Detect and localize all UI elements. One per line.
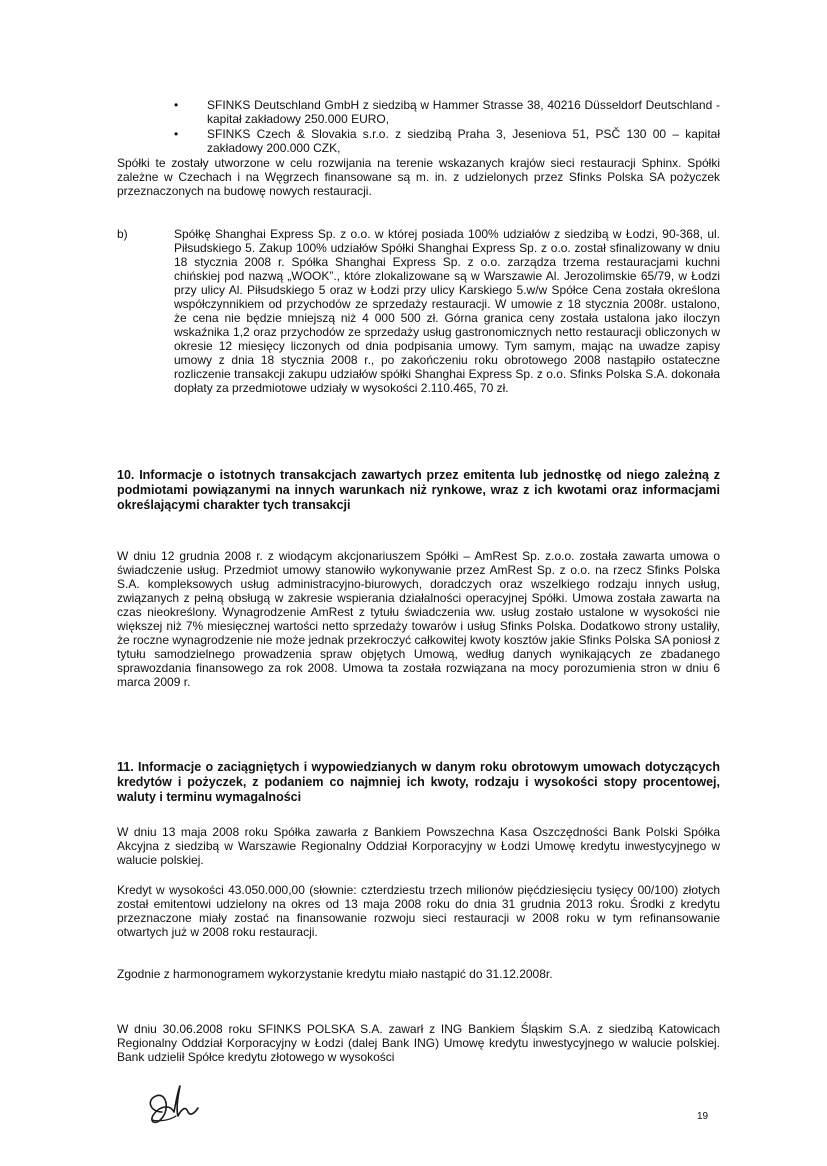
section-11-paragraph-3: Zgodnie z harmonogramem wykorzystanie kredytu miało nastąpić do 31.12.2008r. bbox=[117, 967, 553, 981]
section-11-paragraph-4: W dniu 30.06.2008 roku SFINKS POLSKA S.A. zawarł z ING Bankiem Śląskim S.A. z siedzibą Katowicach Regionalny Oddział Korporacyjny w Łodzi (dalej Bank ING) Umowę kredytu inwestycyjnego w walucie polskiej. Bank udzielił Spółce kredytu złotowego w wysokości bbox=[117, 1022, 720, 1064]
subsidiary-list bbox=[160, 98, 720, 156]
item-b-text: Spółkę Shanghai Express Sp. z o.o. w której posiada 100% udziałów z siedzibą w Łodzi, 90-368, ul. Piłsudskiego 5. Zakup 100% udziałów Spółki Shanghai Express Sp. z o.o. został sfinalizowany w dniu 18 stycznia 2008 r. Spółka Shanghai Express Sp. z o.o. zarządza trzema restauracjami kuchni chińskiej pod nazwą „WOOK”., które zlokalizowane są w Warszawie Al. Jerozolimskie 65/79, w Łodzi przy ulicy Al. Piłsudskiego 5 oraz w Łodzi przy ulicy Karskiego 5.w/w Spółce Cena została określona współczynnikiem od przychodów ze sprzedaży restauracji. W umowie z 18 stycznia 2008r. ustalono, że cena nie będzie mniejszą niż 4 000 500 zł. Górna granica ceny została ustalona jako iloczyn wskaźnika 1,2 oraz przychodów ze sprzedaży usług gastronomicznych netto restauracji obliczonych w okresie 12 miesięcy liczonych od dnia podpisania umowy. Tym samym, mając na uwadze zapisy umowy z dnia 18 stycznia 2008 r., po zakończeniu roku obrotowego 2008 nastąpiło ostateczne rozliczenie transakcji zakupu udziałów spółki Shanghai Express Sp. z o.o. Sfinks Polska S.A. dokonała dopłaty za przedmiotowe udziały w wysokości 2.110.465, 70 zł. bbox=[174, 227, 720, 395]
section-11-paragraph-1: W dniu 13 maja 2008 roku Spółka zawarła z Bankiem Powszechna Kasa Oszczędności Bank Polski Spółka Akcyjna z siedzibą w Warszawie Regionalny Oddział Korporacyjny w Łodzi Umowę kredytu inwestycyjnego w walucie polskiej. bbox=[117, 825, 720, 867]
item-b bbox=[117, 227, 720, 395]
subsidiaries-paragraph: Spółki te zostały utworzone w celu rozwijania na terenie wskazanych krajów sieci restauracji Sphinx. Spółki zależne w Czechach i na Węgrzech finansowane są m. in. z udzielonych przez Sfinks Polska SA pożyczek przeznaczonych na budowę nowych restauracji. bbox=[117, 156, 720, 198]
list-item-text: SFINKS Deutschland GmbH z siedzibą w Hammer Strasse 38, 40216 Düsseldorf Deutschland - kapitał zakładowy 250.000 EURO, bbox=[207, 98, 720, 126]
section-11-heading: 11. Informacje o zaciągniętych i wypowiedzianych w danym roku obrotowym umowach dotyczących kredytów i pożyczek, z podaniem co najmniej ich kwoty, rodzaju i wysokości stopy procentowej, waluty i terminu wymagalności bbox=[117, 760, 720, 804]
list-item bbox=[160, 127, 720, 155]
section-10-paragraph: W dniu 12 grudnia 2008 r. z wiodącym akcjonariuszem Spółki – AmRest Sp. z.o.o. została zawarta umowa o świadczenie usług. Przedmiot umowy stanowiło wykonywanie przez AmRest Sp. z o.o. na rzecz Sfinks Polska S.A. kompleksowych usług administracyjno-biurowych, doradczych oraz wszelkiego rodzaju innych usług, związanych z pełną obsługą w zakresie wspierania działalności operacyjnej Spółki. Umowa została zawarta na czas nieokreślony. Wynagrodzenie AmRest z tytułu świadczenia ww. usług zostało ustalone w wysokości nie większej niż 7% miesięcznej wartości netto sprzedaży towarów i usług Sfinks Polska. Dodatkowo strony ustaliły, że roczne wynagrodzenie nie może jednak przekroczyć całkowitej kwoty kosztów jakie Sfinks Polska SA poniosł z tytułu samodzielnego prowadzenia spraw objętych Umową, według danych wynikających ze zbadanego sprawozdania finansowego za rok 2008. Umowa ta została rozwiązana na mocy porozumienia stron w dniu 6 marca 2009 r. bbox=[117, 549, 720, 689]
item-b-label: b) bbox=[117, 227, 128, 241]
bullet-icon: • bbox=[174, 98, 179, 112]
section-11-paragraph-2: Kredyt w wysokości 43.050.000,00 (słownie: czterdziestu trzech milionów pięćdziesięciu tysięcy 00/100) złotych został emitentowi udzielony na okres od 13 maja 2008 roku do dnia 31 grudnia 2013 roku. Środki z kredytu przeznaczone miały zostać na finansowanie rozwoju sieci restauracji w 2008 roku w tym refinansowanie otwartych już w 2008 roku restauracji. bbox=[117, 883, 720, 939]
list-item-text: SFINKS Czech & Slovakia s.r.o. z siedzibą Praha 3, Jeseniova 51, PSČ 130 00 – kapitał zakładowy 200.000 CZK, bbox=[207, 127, 720, 155]
page-number: 19 bbox=[697, 1111, 709, 1122]
list-item bbox=[160, 98, 720, 126]
section-10-heading: 10. Informacje o istotnych transakcjach zawartych przez emitenta lub jednostkę od niego zależną z podmiotami powiązanymi na innych warunkach niż rynkowe, wraz z ich kwotami oraz informacjami określającymi charakter tych transakcji bbox=[117, 468, 720, 512]
bullet-icon: • bbox=[174, 127, 179, 141]
signature-icon bbox=[140, 1082, 210, 1128]
